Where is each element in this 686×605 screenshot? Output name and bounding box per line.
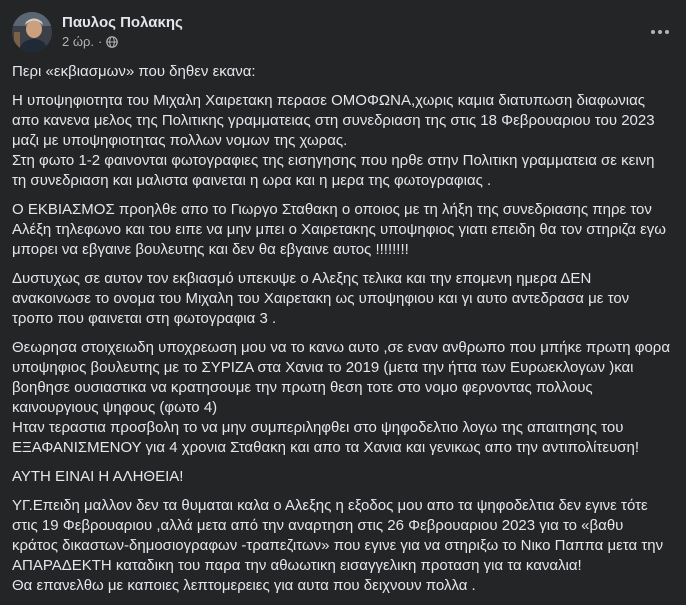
globe-icon[interactable] [106,36,118,48]
post-paragraph: Θεωρησα στοιχειωδη υποχρεωση μου να το κανω αυτο ,σε εναν ανθρωπο που μπήκε πρωτη φορα υποψηφιος βουλευτης με το ΣΥΡΙΖΑ στα Χανια το 2019 (μετα την ήττα των Ευρωεκλογων )και βοηθησε ουσιαστικα να κρατησουμε την πρωτη θεση τοτε στο νομο φερνοντας πολλους καινουργιους ψηφους (φωτο 4) Ηταν τεραστια προσβολη το να μην συμπεριληφθει στο ψηφοδελτιο λογω της απαιτησης του ΕΞΑΦΑΝΙΣΜΕΝΟΥ για 4 χρονια Σταθακη και απο τα Χανια και γενικως απο την αντιπολίτευση! [12,339,671,456]
post-header [12,12,674,52]
post-paragraph: ΥΓ.Επειδη μαλλον δεν τα θυμαται καλα ο Αλεξης η εξοδος μου απο τα ψηφοδελτια δεν εγινε τότε στις 19 Φεβρουαριου ,αλλά μετα από την αναρτηση στις 26 Φεβρουαριου 2023 για το «βαθυ κράτος δικαστων-δημοσιογραφων -τραπεζιτων» που εγινε για να στηριξω το Νικο Παππα μετα την ΑΠΑΡΑΔΕΚΤΗ καταδικη του παρα την αθωωτικη εισαγγελικη προταση για τα καναλια! Θα επανελθω με καποιες λεπτομερειες για αυτα που δειχνουν πολλα . [12,497,664,594]
author-name[interactable]: Παυλος Πολακης [62,14,183,31]
more-options-button[interactable] [646,18,674,46]
post-time[interactable]: 2 ώρ. [62,34,94,49]
post-paragraph: ΑΥΤΗ ΕΙΝΑΙ Η ΑΛΗΘΕΙΑ! [12,468,184,485]
post-body [12,62,670,605]
profile-photo [12,12,52,52]
post-paragraph: Περι «εκβιασμων» που δηθεν εκανα: [12,63,256,80]
avatar[interactable] [12,12,52,52]
post-paragraph: Ο ΕΚΒΙΑΣΜΟΣ προηλθε απο το Γιωργο Σταθακη ο οποιος με τη λήξη της συνεδριασης πηρε τον Αλέξη τηλεφωνο και του ειπε να μην μπει ο Χαιρετακης υποψηφιος γιατι επειδη θα τον στηριζα εγω μπορει να εβγαινε βουλευτης και δεν θα εβγαινε αυτος !!!!!!!! [12,201,666,258]
meta-separator: · [98,34,103,49]
post-meta [62,34,118,50]
post-paragraph: Δυστυχως σε αυτον τον εκβιασμό υπεκυψε ο Αλεξης τελικα και την επομενη ημερα ΔΕΝ ανακοινωσε το ονομα του Μιχαλη του Χαιρετακη ως υποψηφιου και γι αυτο αντεδρασα με τον τροπο που φαινεται στη φωτογραφια 3 . [12,270,630,327]
post-paragraph: Η υποψηφιοτητα του Μιχαλη Χαιρετακη περασε ΟΜΟΦΩΝΑ,χωρις καμια διατυπωση διαφωνιας απο κανενα μελος της Πολιτικης γραμματειας στη συνεδριαση της στις 18 Φεβρουαριου του 2023 μαζι με υποψηφιοτητας πολλων νομων της χωρας. Στη φωτο 1-2 φαινονται φωτογραφιες της εισηγησης που ηρθε στην Πολιτικη γραμματεια σε κεινη τη συνεδριαση και μαλιστα φαινεται η ωρα και η μερα της φωτογραφιας . [12,92,655,189]
more-horizontal-icon [650,29,670,35]
